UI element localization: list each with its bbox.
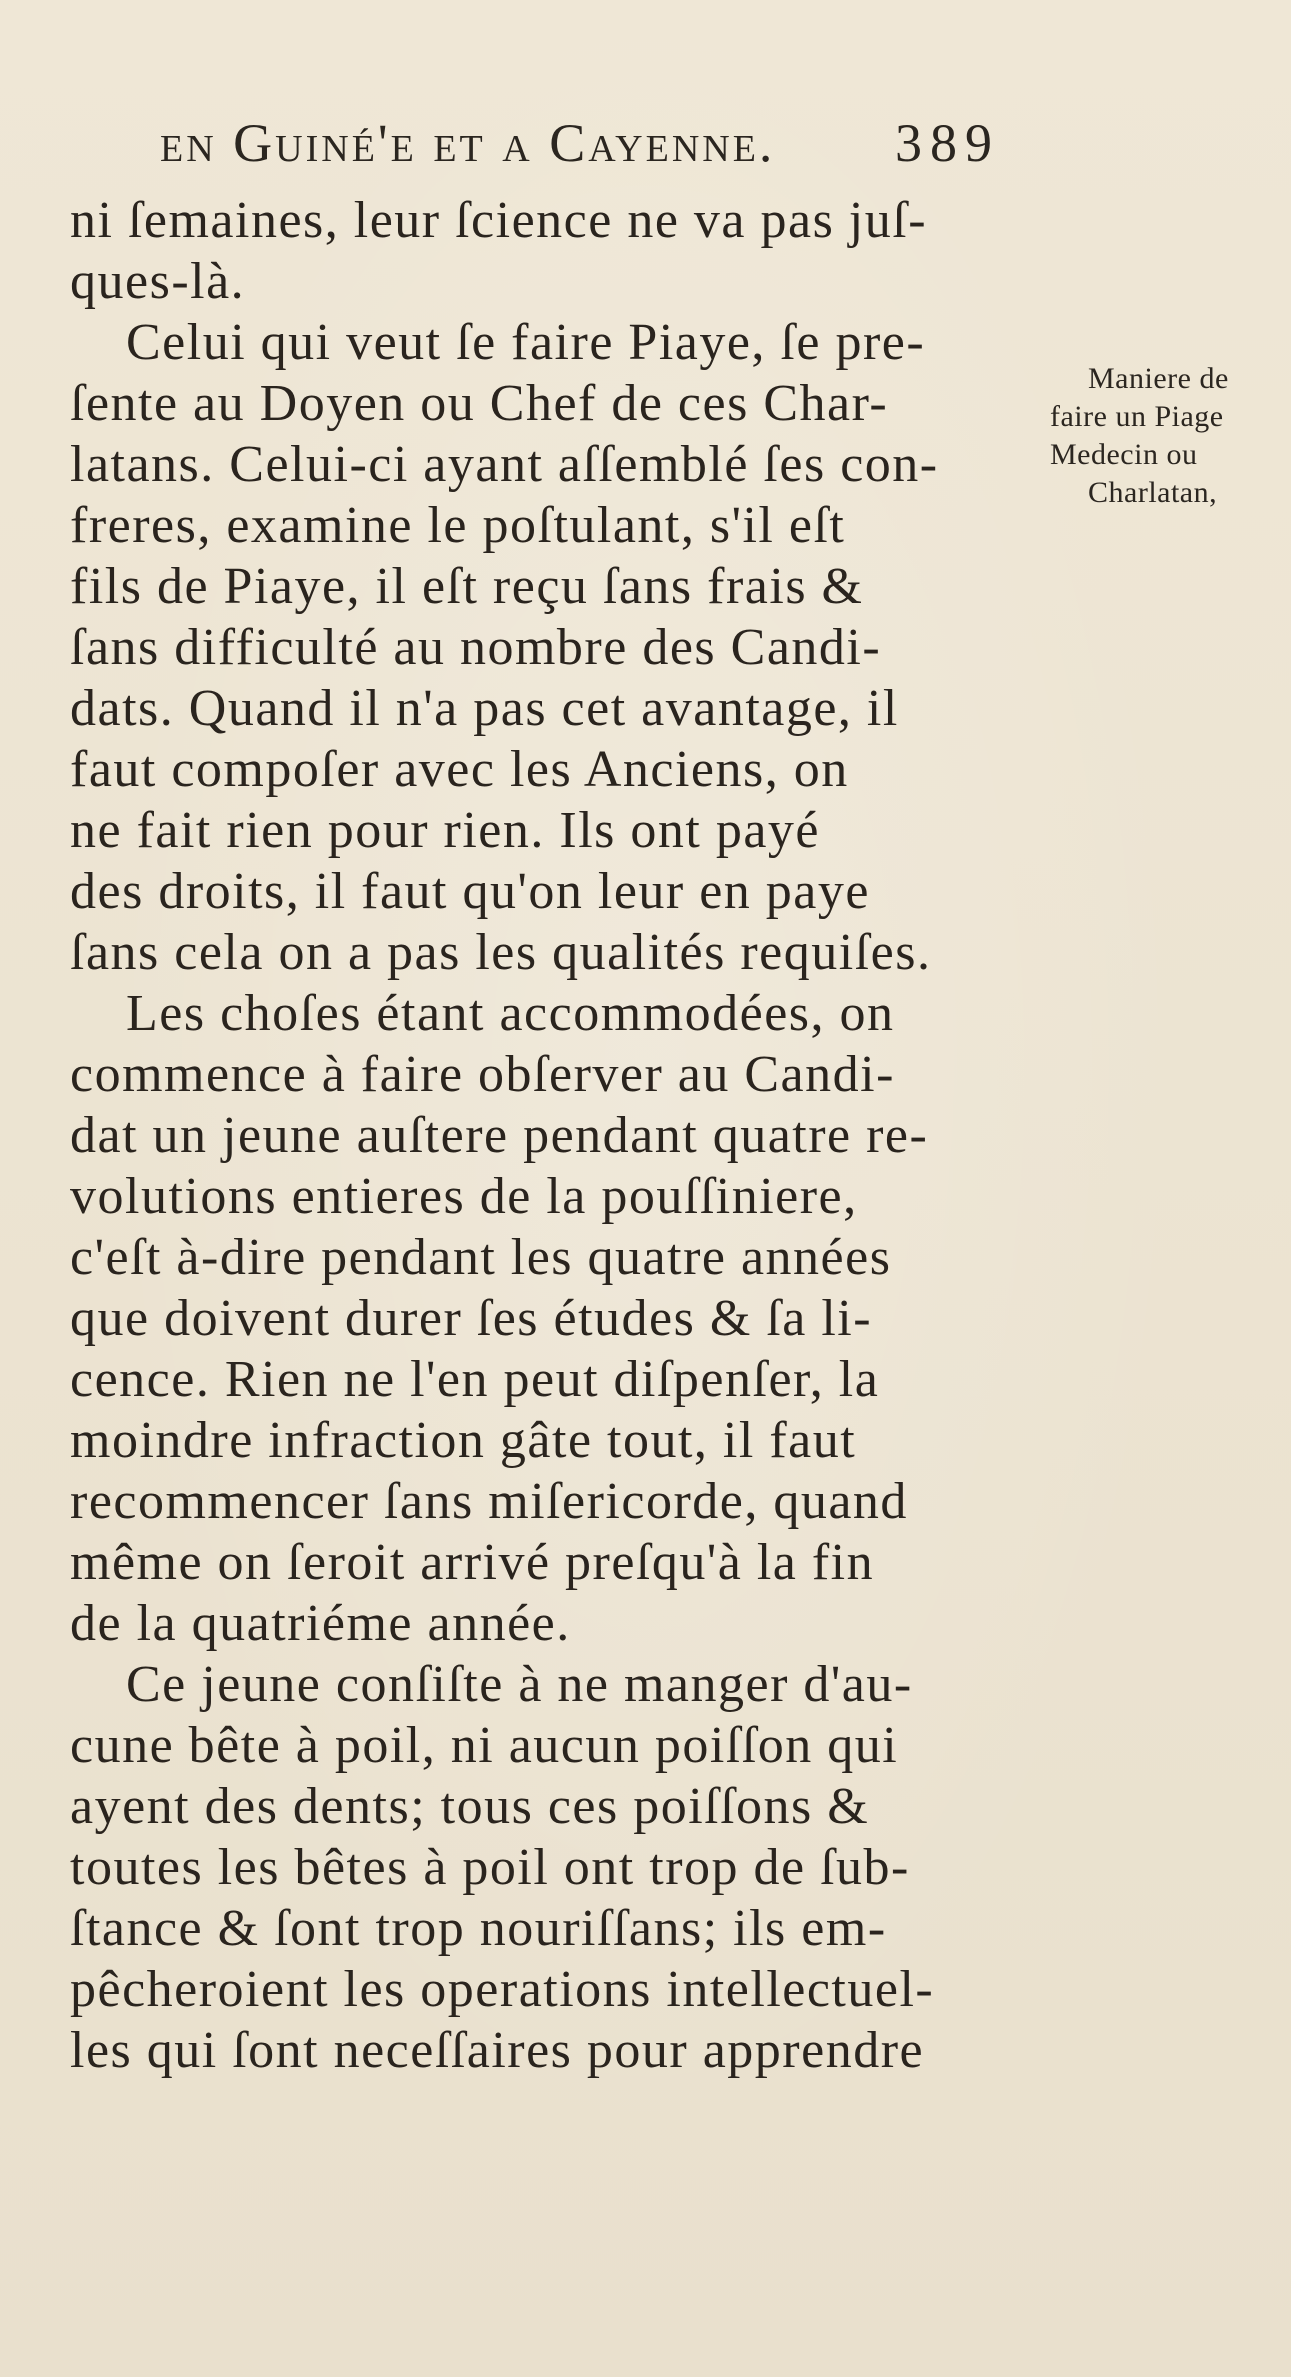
- margin-note-line: faire un Piage: [1050, 400, 1224, 433]
- text-line: ques-là.: [70, 253, 246, 310]
- text-line: recommencer ſans miſericorde, quand: [70, 1473, 908, 1530]
- text-line: commence à faire obſerver au Candi-: [70, 1046, 895, 1103]
- text-line: ſans cela on a pas les qualités requiſes.: [70, 924, 932, 981]
- text-line: de la quatriéme année.: [70, 1595, 571, 1652]
- text-line: que doivent durer ſes études & ſa li-: [70, 1290, 873, 1347]
- text-line: fils de Piaye, il eſt reçu ſans frais &: [70, 558, 864, 615]
- page-number: 389: [895, 113, 1000, 173]
- text-line: ne fait rien pour rien. Ils ont payé: [70, 802, 820, 859]
- text-line: ni ſemaines, leur ſcience ne va pas juſ-: [70, 192, 928, 249]
- text-line: cune bête à poil, ni aucun poiſſon qui: [70, 1717, 899, 1774]
- text-line: des droits, il faut qu'on leur en paye: [70, 863, 870, 920]
- text-line: dats. Quand il n'a pas cet avantage, il: [70, 680, 899, 737]
- text-line: Celui qui veut ſe faire Piaye, ſe pre-: [126, 314, 926, 371]
- text-line: ayent des dents; tous ces poiſſons &: [70, 1778, 870, 1835]
- text-line: toutes les bêtes à poil ont trop de ſub-: [70, 1839, 910, 1896]
- page-header: [160, 112, 1030, 184]
- text-line: ſente au Doyen ou Chef de ces Char-: [70, 375, 889, 432]
- body-text: [70, 190, 1040, 2310]
- text-line: faut compoſer avec les Anciens, on: [70, 741, 849, 798]
- margin-note: [1050, 360, 1286, 512]
- text-line: latans. Celui-ci ayant aſſemblé ſes con-: [70, 436, 939, 493]
- margin-note-line: Medecin ou: [1050, 438, 1198, 471]
- margin-note-line: Maniere de: [1088, 362, 1229, 395]
- text-line: moindre infraction gâte tout, il faut: [70, 1412, 857, 1469]
- margin-note-line: Charlatan,: [1088, 476, 1218, 509]
- text-line: ſans difficulté au nombre des Candi-: [70, 619, 882, 676]
- text-line: Ce jeune conſiſte à ne manger d'au-: [126, 1656, 913, 1713]
- text-line: ſtance & ſont trop nouriſſans; ils em-: [70, 1900, 887, 1957]
- text-line: même on ſeroit arrivé preſqu'à la fin: [70, 1534, 875, 1591]
- text-line: freres, examine le poſtulant, s'il eſt: [70, 497, 846, 554]
- text-line: dat un jeune auſtere pendant quatre re-: [70, 1107, 929, 1164]
- text-line: volutions entieres de la pouſſiniere,: [70, 1168, 858, 1225]
- text-line: pêcheroient les operations intellectuel-: [70, 1961, 935, 2018]
- text-line: Les choſes étant accommodées, on: [126, 985, 895, 1042]
- text-line: les qui ſont neceſſaires pour apprendre: [70, 2022, 925, 2079]
- text-line: c'eſt à-dire pendant les quatre années: [70, 1229, 892, 1286]
- text-line: cence. Rien ne l'en peut diſpenſer, la: [70, 1351, 880, 1408]
- running-head: en Guiné'e et a Cayenne.: [160, 113, 776, 173]
